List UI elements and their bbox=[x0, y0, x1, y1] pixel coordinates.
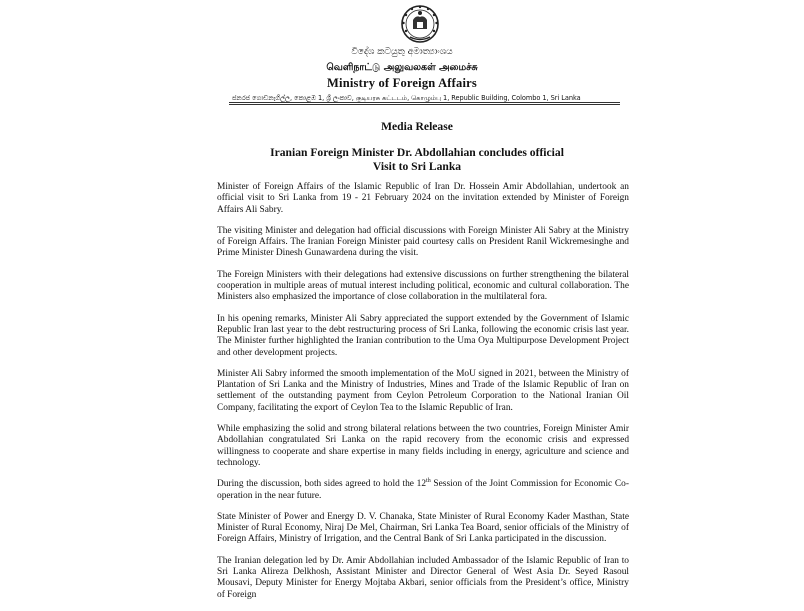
paragraph-text: During the discussion, both sides agreed to hold the 12 bbox=[217, 479, 427, 490]
release-title bbox=[0, 146, 804, 174]
paragraph: In his opening remarks, Minister Ali Sabry appreciated the support extended by the Government of Islamic Republic Iran last year to the debt restructuring process of Sri Lanka, following the economic crisis last year. The Minister further highlighted the Iranian contribution to the Uma Oya Multipurpose Development Project and other development projects. bbox=[217, 313, 629, 358]
paragraph: Minister of Foreign Affairs of the Islamic Republic of Iran Dr. Hossein Amir Abdollahian, undertook an official visit to Sri Lanka from 19 - 21 February 2024 on the invitation extended by Minister of Foreign Affairs Ali Sabry. bbox=[217, 182, 629, 215]
state-emblem-icon bbox=[398, 4, 442, 44]
release-title-line: Visit to Sri Lanka bbox=[372, 160, 462, 173]
media-release-heading: Media Release bbox=[381, 120, 453, 133]
paragraph bbox=[217, 479, 629, 502]
letterhead-english: Ministry of Foreign Affairs bbox=[327, 76, 477, 90]
paragraph-text: Session of the Joint Commission for Economic Co-operation in the near future. bbox=[217, 479, 629, 501]
letterhead-divider bbox=[229, 102, 620, 103]
letterhead-divider bbox=[229, 104, 620, 105]
paragraph: State Minister of Power and Energy D. V. Chanaka, State Minister of Rural Economy Kader Masthan, State Minister of Rural Economy, Niraj De Mel, Chairman, Sri Lanka Tea Board, senior officials of the Ministry of Foreign Affairs, Ministry of Irrigation, and the Central Bank of Sri Lanka participated in the discussion. bbox=[217, 511, 629, 545]
ordinal-superscript: th bbox=[426, 478, 431, 485]
release-body bbox=[217, 182, 629, 611]
letterhead-sinhala: විදේශ කටයුතු අමාත්‍යාංශය bbox=[351, 47, 453, 57]
paragraph: Minister Ali Sabry informed the smooth implementation of the MoU signed in 2021, between the Ministry of Plantation of Sri Lanka and the Ministry of Industries, Mines and Trade of the Islamic Republic of Iran on settlement of the outstanding payment from Ceylon Petroleum Corporation to the National Iranian Oil Company, facilitating the export of Ceylon Tea to the Islamic Republic of Iran. bbox=[217, 368, 629, 413]
paragraph: While emphasizing the solid and strong bilateral relations between the two countries, Foreign Minister Amir Abdollahian congratulated Sri Lanka on the rapid recovery from the economic crisis and expressed willingness to cooperate and share expertise in many fields including in energy, agriculture and science and technology. bbox=[217, 424, 629, 468]
paragraph: The Iranian delegation led by Dr. Amir Abdollahian included Ambassador of the Islamic Republic of Iran to Sri Lanka Alireza Delkhosh, Assistant Minister and Director General of West Asia Dr. Seyed Rasoul Mousavi, Deputy Minister for Energy Mojtaba Akbari, senior officials from the President’s office, Ministry of Foreign bbox=[217, 555, 629, 600]
paragraph: The Foreign Ministers with their delegations had extensive discussions on further strengthening the bilateral cooperation in multiple areas of mutual interest including political, economic and cultural collaboration. The Ministers also emphasized the importance of close collaboration in the multilateral fora. bbox=[217, 269, 629, 303]
letterhead-tamil: வெளிநாட்டு அலுவலகள் அமைச்சு bbox=[326, 62, 478, 73]
paragraph: The visiting Minister and delegation had official discussions with Foreign Minister Ali Sabry at the Ministry of Foreign Affairs. The Iranian Foreign Minister paid courtesy calls on President Ranil Wickremesinghe and Prime Minister Dinesh Gunawardena during the visit. bbox=[217, 225, 629, 259]
letterhead-address: ජනරජ ගොඩනැගිල්ල, කොළඹ 1, ශ්‍රී ලංකාව, குடியரசு கட்டடம், கொழும்பு 1, Republic Building, Colombo 1, Sri Lanka bbox=[232, 94, 581, 102]
release-title-line: Iranian Foreign Minister Dr. Abdollahian concludes official bbox=[270, 146, 564, 159]
